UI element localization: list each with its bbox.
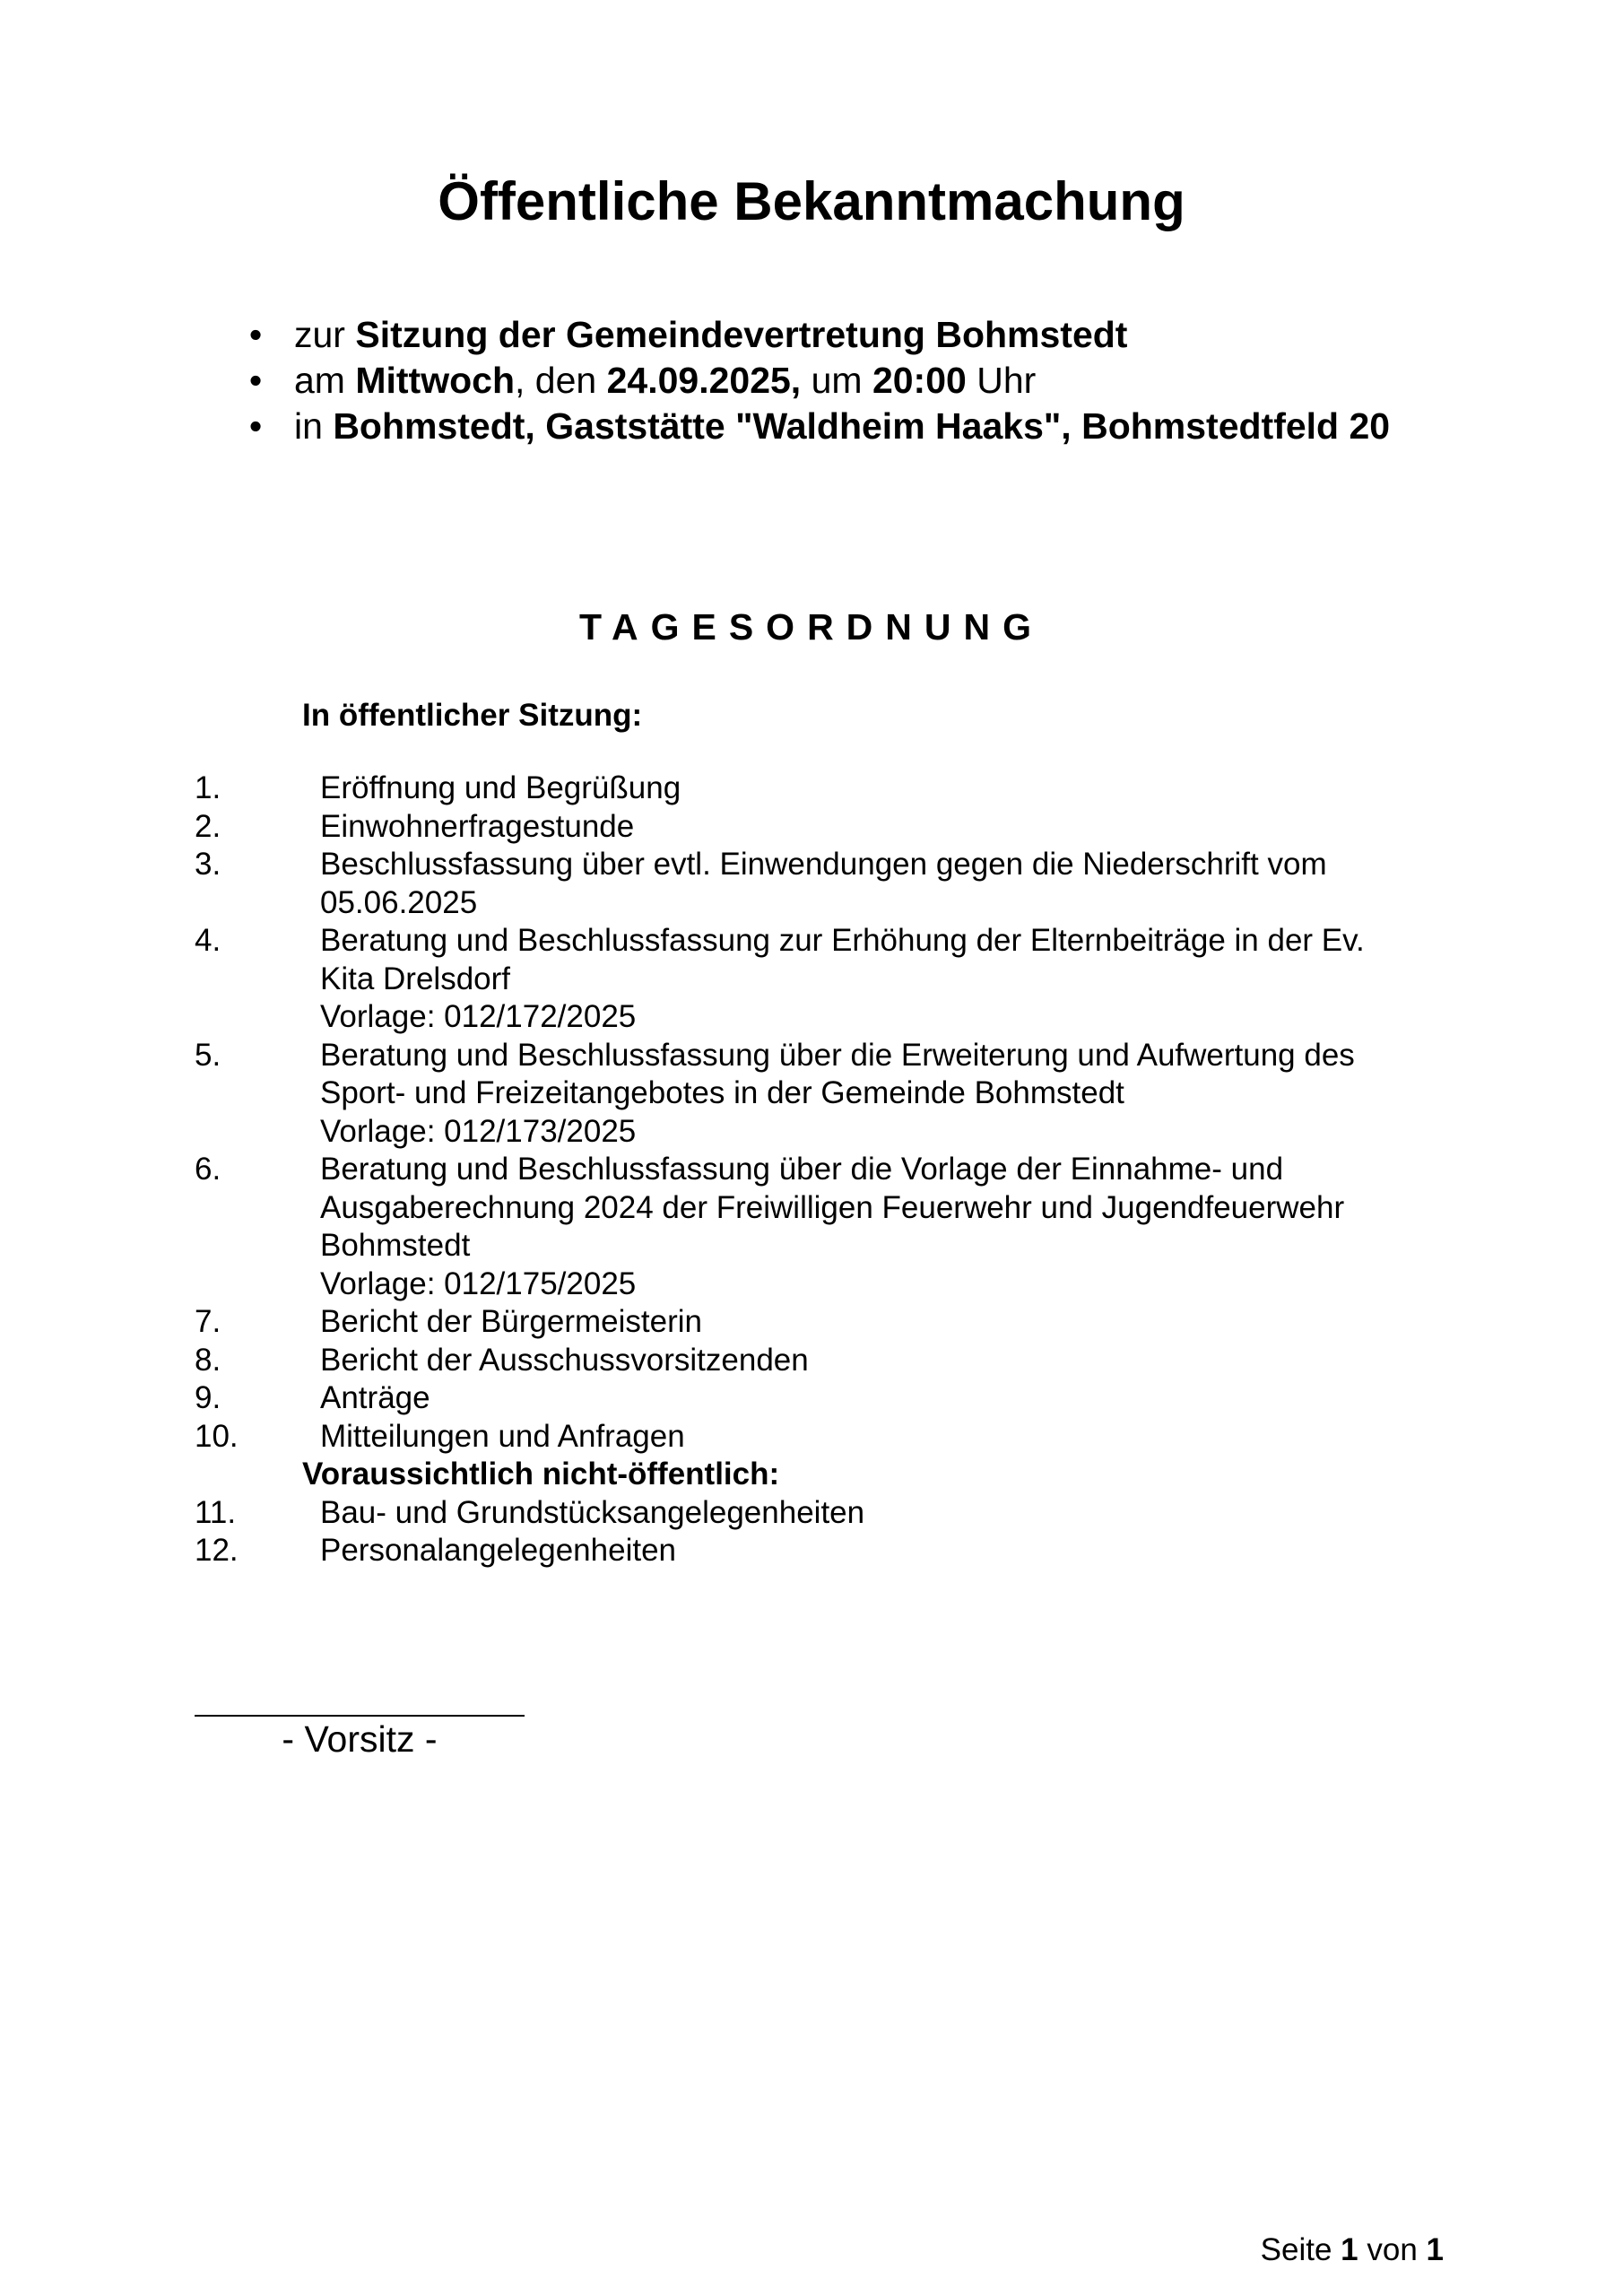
agenda-item-text bbox=[320, 1379, 1450, 1418]
meeting-body-item: • zur Sitzung der Gemeindevertretung Bohmstedt bbox=[242, 312, 1435, 358]
agenda-item-line: Bericht der Ausschussvorsitzenden bbox=[320, 1342, 809, 1378]
agenda-item-line: Personalangelegenheiten bbox=[320, 1533, 676, 1568]
public-session-label: In öffentlicher Sitzung: bbox=[302, 698, 643, 733]
agenda-item-number: 12. bbox=[195, 1533, 239, 1568]
agenda-item-line: Eröffnung und Begrüßung bbox=[320, 770, 681, 805]
agenda-item-line: Sport- und Freizeitangebotes in der Gemeinde Bohmstedt bbox=[320, 1075, 1124, 1110]
signature-label: - Vorsitz - bbox=[282, 1718, 438, 1760]
meeting-date-item: • am Mittwoch, den 24.09.2025, um 20:00 Uhr bbox=[242, 358, 1435, 404]
agenda-item bbox=[195, 922, 1450, 1037]
agenda-item bbox=[195, 1037, 1450, 1152]
meeting-details-list bbox=[242, 312, 1435, 449]
agenda-item-line: Beratung und Beschlussfassung über die Vorlage der Einnahme- und bbox=[320, 1152, 1284, 1187]
agenda-list bbox=[195, 770, 1450, 1570]
agenda-item bbox=[195, 1532, 1450, 1570]
agenda-item-number: 2. bbox=[195, 808, 221, 844]
agenda-item-number: 10. bbox=[195, 1418, 239, 1454]
agenda-item-number: 5. bbox=[195, 1037, 221, 1073]
agenda-item-line: Beratung und Beschlussfassung über die Erweiterung und Aufwertung des bbox=[320, 1037, 1355, 1073]
public-agenda-items bbox=[195, 770, 1450, 1456]
meeting-time: 20:00 bbox=[872, 360, 967, 401]
agenda-item-line: Vorlage: 012/175/2025 bbox=[320, 1265, 637, 1301]
meeting-location: Bohmstedt, Gaststätte "Waldheim Haaks", Bohmstedtfeld 20 bbox=[333, 405, 1391, 447]
meeting-day: Mittwoch bbox=[355, 360, 515, 401]
meeting-location-item: • in Bohmstedt, Gaststätte "Waldheim Haaks", Bohmstedtfeld 20 bbox=[242, 404, 1435, 449]
agenda-item-number: 9. bbox=[195, 1380, 221, 1415]
agenda-item-line: Beratung und Beschlussfassung zur Erhöhung der Elternbeiträge in der Ev. bbox=[320, 923, 1365, 958]
agenda-item-line: Kita Drelsdorf bbox=[320, 961, 511, 996]
private-session-label: Voraussichtlich nicht-öffentlich: bbox=[302, 1457, 780, 1492]
agenda-item bbox=[195, 1379, 1450, 1418]
agenda-item-number: 11. bbox=[195, 1494, 237, 1530]
agenda-item-line: 05.06.2025 bbox=[320, 884, 478, 920]
agenda-item-number: 1. bbox=[195, 770, 221, 805]
agenda-item-text bbox=[320, 1532, 1450, 1570]
agenda-item-line: Anträge bbox=[320, 1380, 430, 1415]
agenda-item-line: Ausgaberechnung 2024 der Freiwilligen Feuerwehr und Jugendfeuerwehr bbox=[320, 1189, 1345, 1225]
agenda-item-text bbox=[320, 1418, 1450, 1457]
agenda-item-text bbox=[320, 770, 1450, 808]
page-number: Seite 1 von 1 bbox=[1260, 2232, 1444, 2267]
agenda-item bbox=[195, 846, 1450, 922]
agenda-item-text bbox=[320, 922, 1450, 1037]
agenda-item bbox=[195, 808, 1450, 847]
agenda-item-text bbox=[320, 808, 1450, 847]
agenda-item-number: 7. bbox=[195, 1304, 221, 1339]
meeting-body: Sitzung der Gemeindevertretung Bohmstedt bbox=[355, 314, 1128, 355]
private-agenda-items bbox=[195, 1494, 1450, 1570]
agenda-item-number: 4. bbox=[195, 923, 221, 958]
bullet-icon: • bbox=[248, 360, 263, 401]
agenda-item-number: 8. bbox=[195, 1342, 221, 1378]
agenda-item-text bbox=[320, 1342, 1450, 1380]
agenda-item-line: Beschlussfassung über evtl. Einwendungen gegen die Niederschrift vom bbox=[320, 847, 1327, 882]
agenda-item bbox=[195, 770, 1450, 808]
agenda-item-text bbox=[320, 1037, 1450, 1152]
agenda-item-line: Bohmstedt bbox=[320, 1228, 471, 1263]
agenda-item-line: Mitteilungen und Anfragen bbox=[320, 1418, 685, 1454]
agenda-item-line: Bericht der Bürgermeisterin bbox=[320, 1304, 702, 1339]
agenda-item-text bbox=[320, 1303, 1450, 1342]
agenda-item-number: 6. bbox=[195, 1152, 221, 1187]
agenda-heading: TAGESORDNUNG bbox=[578, 606, 1045, 648]
meeting-date: 24.09.2025, bbox=[606, 360, 802, 401]
agenda-item bbox=[195, 1303, 1450, 1342]
bullet-icon: • bbox=[248, 314, 263, 355]
agenda-item-text bbox=[320, 846, 1450, 922]
agenda-item-line: Vorlage: 012/172/2025 bbox=[320, 999, 637, 1034]
bullet-icon: • bbox=[248, 405, 263, 447]
agenda-item-line: Einwohnerfragestunde bbox=[320, 808, 635, 844]
agenda-item bbox=[195, 1151, 1450, 1303]
agenda-item-line: Bau- und Grundstücksangelegenheiten bbox=[320, 1494, 865, 1530]
agenda-item bbox=[195, 1342, 1450, 1380]
agenda-item bbox=[195, 1418, 1450, 1457]
agenda-item-text bbox=[320, 1151, 1450, 1303]
agenda-item-number: 3. bbox=[195, 847, 221, 882]
agenda-item-text bbox=[320, 1494, 1450, 1533]
agenda-item-line: Vorlage: 012/173/2025 bbox=[320, 1113, 637, 1149]
document-title: Öffentliche Bekanntmachung bbox=[438, 171, 1185, 231]
agenda-item bbox=[195, 1494, 1450, 1533]
